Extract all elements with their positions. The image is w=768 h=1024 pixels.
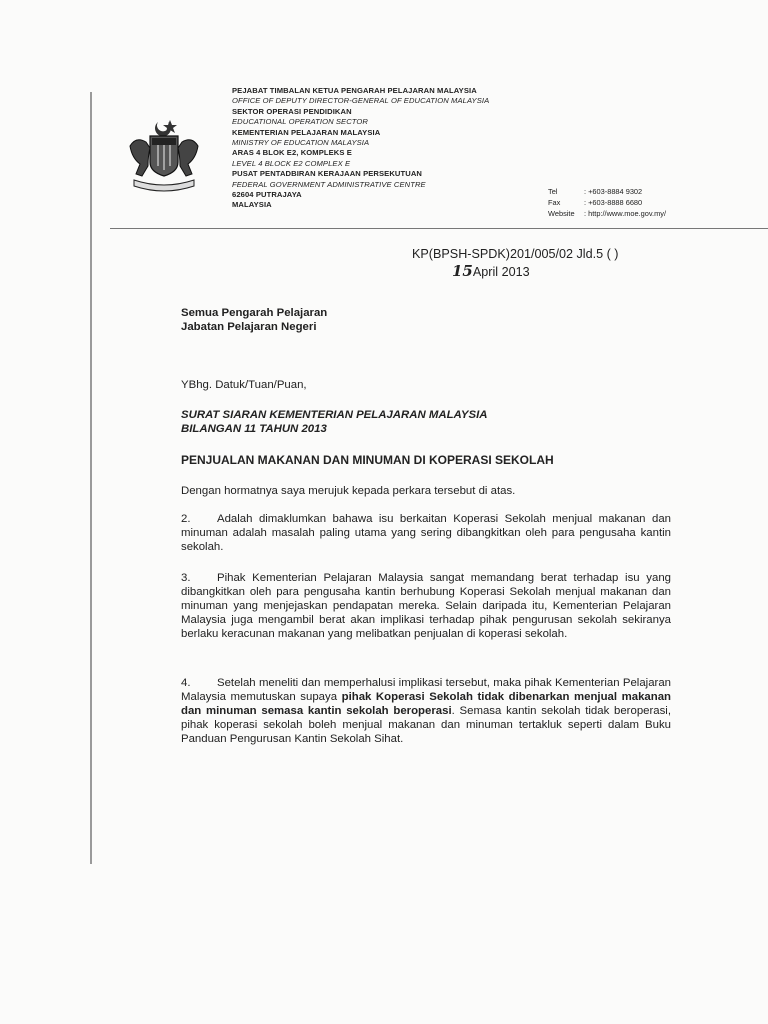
contact-block bbox=[548, 186, 748, 219]
fax-row bbox=[548, 197, 748, 208]
letterhead-line: KEMENTERIAN PELAJARAN MALAYSIA bbox=[232, 127, 381, 137]
letterhead-line: PUSAT PENTADBIRAN KERAJAAN PERSEKUTUAN bbox=[232, 169, 422, 179]
salutation: YBhg. Datuk/Tuan/Puan, bbox=[181, 379, 307, 391]
fax-value: : +603-8888 6680 bbox=[584, 198, 643, 207]
website-row bbox=[548, 208, 748, 219]
tel-row bbox=[548, 186, 748, 197]
paragraph-4-text-b: . Semasa kantin sekolah tidak beroperasi, pihak koperasi sekolah boleh menjual makanan dan minuman tertakluk seperti dalam Buku Panduan Pengurusan Kantin Sekolah Sihat. bbox=[181, 705, 672, 745]
tel-value: : +603-8884 9302 bbox=[584, 187, 643, 196]
header-divider bbox=[110, 228, 768, 229]
tel-label: Tel bbox=[548, 187, 558, 196]
recipient-line-2: Jabatan Pelajaran Negeri bbox=[181, 321, 317, 333]
website-value: : http://www.moe.gov.my/ bbox=[584, 209, 667, 218]
letterhead-line: SEKTOR OPERASI PENDIDIKAN bbox=[232, 106, 352, 116]
letterhead-line: PEJABAT TIMBALAN KETUA PENGARAH PELAJARAN MALAYSIA bbox=[232, 86, 477, 95]
circular-title bbox=[181, 408, 671, 436]
circular-line-2: BILANGAN 11 TAHUN 2013 bbox=[181, 423, 327, 435]
letterhead-line: LEVEL 4 BLOCK E2 COMPLEX E bbox=[232, 158, 351, 168]
paragraph-3-number: 3. bbox=[181, 572, 191, 584]
letter-date bbox=[452, 262, 530, 280]
malaysia-coat-of-arms-icon bbox=[120, 116, 208, 196]
letterhead-line: ARAS 4 BLOK E2, KOMPLEKS E bbox=[232, 148, 352, 158]
letterhead-address bbox=[232, 86, 532, 211]
scan-edge-line bbox=[90, 92, 92, 864]
letterhead-line: 62604 PUTRAJAYA bbox=[232, 190, 302, 200]
paragraph-3-text: Pihak Kementerian Pelajaran Malaysia sangat memandang berat terhadap isu yang dibangkitkan oleh para pengusaha kantin berhubung Koperasi Sekolah menjual makanan dan minuman yang menjejaskan pendapatan mereka. Selain daripada itu, Kementerian Pelajaran Malaysia juga mengambil berat akan implikasi terhadap pihak pengurusan sekolah sekiranya berlaku keracunan makanan yang melibatkan penjualan di koperasi sekolah. bbox=[181, 572, 671, 640]
letterhead-line: OFFICE OF DEPUTY DIRECTOR-GENERAL OF EDUCATION MALAYSIA bbox=[232, 96, 490, 106]
recipient-line-1: Semua Pengarah Pelajaran bbox=[181, 307, 328, 319]
paragraph-2-number: 2. bbox=[181, 513, 191, 525]
website-label: Website bbox=[548, 209, 575, 218]
paragraph-4-number: 4. bbox=[181, 677, 191, 689]
letterhead-line: EDUCATIONAL OPERATION SECTOR bbox=[232, 117, 368, 127]
letterhead-line: FEDERAL GOVERNMENT ADMINISTRATIVE CENTRE bbox=[232, 179, 426, 189]
paragraph-4 bbox=[181, 676, 671, 746]
reference-number: KP(BPSH-SPDK)201/005/02 Jld.5 ( ) bbox=[412, 247, 619, 261]
circular-line-1: SURAT SIARAN KEMENTERIAN PELAJARAN MALAYSIA bbox=[181, 409, 488, 421]
paragraph-2 bbox=[181, 512, 671, 554]
paragraph-4-bold-decision: pihak Koperasi Sekolah tidak dibenarkan menjual makanan dan minuman semasa kantin sekolah beroperasi bbox=[181, 691, 671, 717]
opening-paragraph: Dengan hormatnya saya merujuk kepada perkara tersebut di atas. bbox=[181, 485, 516, 497]
recipient-block bbox=[181, 306, 671, 334]
fax-label: Fax bbox=[548, 198, 561, 207]
date-day: 15 bbox=[452, 262, 473, 280]
paragraph-2-text: Adalah dimaklumkan bahawa isu berkaitan Koperasi Sekolah menjual makanan dan minuman adalah masalah paling utama yang sering dibangkitkan oleh para pengusaha kantin sekolah. bbox=[181, 513, 671, 553]
date-month-year: April 2013 bbox=[472, 265, 530, 279]
paragraph-4-text-a: Setelah meneliti dan memperhalusi implikasi tersebut, maka pihak Kementerian Pelajaran Malaysia memutuskan supaya bbox=[181, 677, 671, 703]
paragraph-3 bbox=[181, 571, 671, 641]
letterhead-line: MALAYSIA bbox=[232, 200, 272, 210]
letterhead-line: MINISTRY OF EDUCATION MALAYSIA bbox=[232, 138, 370, 148]
subject-heading: PENJUALAN MAKANAN DAN MINUMAN DI KOPERASI SEKOLAH bbox=[181, 453, 554, 467]
